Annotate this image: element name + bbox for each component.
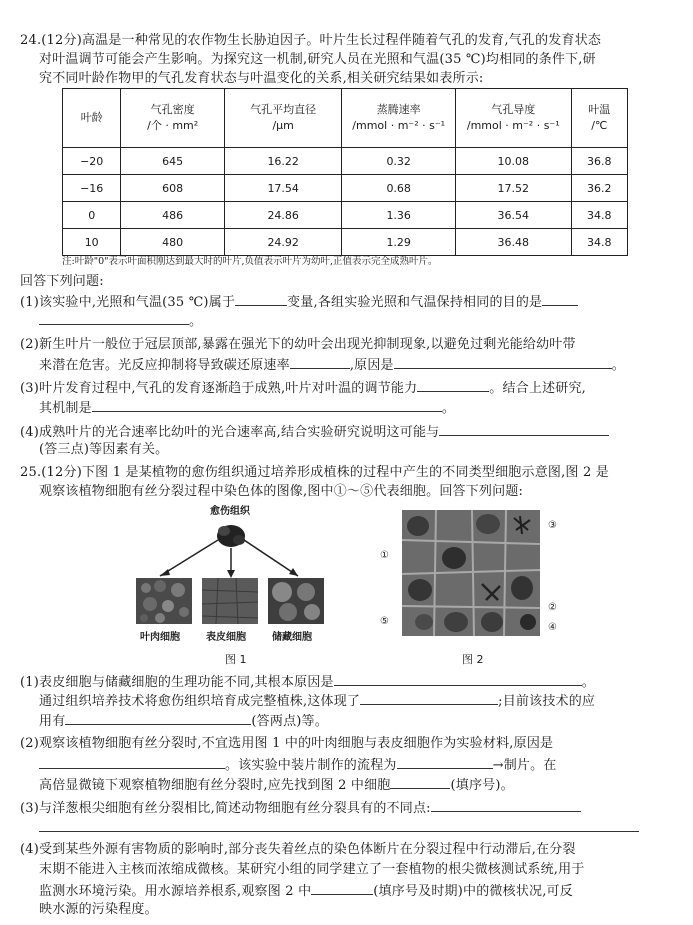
q24-sub-3: (3)叶片发育过程中,气孔的发育逐渐趋于成熟,叶片对叶温的调节能力 。结合上述研究, [20, 378, 586, 398]
table-cell: 34.8 [571, 229, 627, 256]
table-cell: 36.2 [571, 175, 627, 202]
header-stomatal-density: 气孔密度 /个 · mm² [121, 89, 225, 148]
q25-stem-line-1: 25.(12分)下图 1 是某植物的愈伤组织通过培养形成植株的过程中产生的不同类型细胞示意图,图 2 是 [20, 465, 609, 480]
q24-stem-line-1: 24.(12分)高温是一种常见的农作物生长胁迫因子。叶片生长过程伴随着气孔的发育,气孔的发育状态 [20, 33, 602, 48]
answer-blank[interactable] [65, 711, 251, 725]
table-cell: −16 [63, 175, 121, 202]
epidermis-cell-image [202, 578, 258, 624]
q24-sub-2-cont: 来潜在危害。光反应抑制将导致碳还原速率 ,原因是 。 [39, 355, 625, 375]
q25-sub-4-cont-2: 监测水环境污染。用水源培养根系,观察图 2 中 (填序号及时期)中的微核状况,可反 [39, 881, 573, 901]
table-cell: 36.48 [455, 229, 571, 256]
q25-sub-2-cont: 。该实验中装片制作的流程为 →制片。在 [39, 755, 557, 775]
mesophyll-cell-image [136, 578, 192, 624]
answer-blank[interactable] [235, 292, 287, 306]
cell-marker-3: ③ [548, 520, 557, 531]
table-cell: 24.86 [224, 202, 341, 229]
table-note: 注:叶龄"0"表示叶面积刚达到最大时的叶片,负值表示叶片为幼叶,正值表示完全成熟叶片。 [62, 256, 438, 267]
table-row [63, 175, 628, 202]
q25-stem-line-2: 观察该植物细胞有丝分裂过程中染色体的图像,图中①～⑤代表细胞。回答下列问题: [39, 484, 524, 499]
header-stomatal-conductance: 气孔导度 /mmol · m⁻² · s⁻¹ [455, 89, 571, 148]
figure-2-caption: 图 2 [462, 653, 484, 666]
q24-sub-4-cont: (答三点)等因素有关。 [39, 442, 169, 457]
answer-blank[interactable] [417, 378, 489, 392]
table-cell: 36.54 [455, 202, 571, 229]
table-cell: 608 [121, 175, 225, 202]
q25-sub-4: (4)受到某些外源有害物质的影响时,部分丧失着丝点的染色体断片在分裂过程中行动滞后,在分裂 [20, 842, 576, 857]
table-row [63, 202, 628, 229]
table-cell: 0 [63, 202, 121, 229]
q24-answer-prompt: 回答下列问题: [20, 274, 104, 289]
answer-blank[interactable] [290, 355, 350, 369]
table-cell: 34.8 [571, 202, 627, 229]
table-cell: 24.92 [224, 229, 341, 256]
header-stomatal-diameter: 气孔平均直径 /μm [224, 89, 341, 148]
q25-sub-4-cont: 末期不能进入主核而浓缩成微核。某研究小组的同学建立了一套植物的根尖微核测试系统,用于 [39, 862, 585, 877]
answer-blank[interactable] [39, 818, 639, 832]
table-cell: 36.8 [571, 148, 627, 175]
answer-blank[interactable] [39, 755, 225, 769]
q25-sub-2: (2)观察该植物细胞有丝分裂时,不宜选用图 1 中的叶肉细胞与表皮细胞作为实验材料,原因是 [20, 736, 554, 751]
figure-1 [128, 500, 328, 660]
arrow-to-mesophyll [160, 540, 218, 576]
q24-sub-3-cont: 其机制是 。 [39, 398, 455, 418]
table-cell: 10.08 [455, 148, 571, 175]
q24-sub-4: (4)成熟叶片的光合速率比幼叶的光合速率高,结合实验研究说明这可能与 [20, 422, 609, 442]
q24-sub-2: (2)新生叶片一般位于冠层顶部,暴露在强光下的幼叶会出现光抑制现象,以避免过剩光能给幼叶带 [20, 337, 576, 352]
q25-sub-2-cont-2: 高倍显微镜下观察植物细胞有丝分裂时,应先找到图 2 中细胞 (填序号)。 [39, 775, 514, 795]
answer-blank[interactable] [39, 311, 189, 325]
answer-blank[interactable] [431, 798, 581, 812]
table-row [63, 148, 628, 175]
answer-blank[interactable] [360, 691, 498, 705]
answer-blank[interactable] [92, 398, 442, 412]
table-cell: 1.29 [342, 229, 456, 256]
q24-sub-1-cont: 。 [39, 311, 202, 331]
figure-1-caption: 图 1 [225, 653, 247, 666]
table-cell: 16.22 [224, 148, 341, 175]
table-cell: 17.52 [455, 175, 571, 202]
table-cell: 0.68 [342, 175, 456, 202]
header-leaf-age: 叶龄 [63, 89, 121, 148]
cell-marker-5: ⑤ [380, 616, 389, 627]
header-leaf-temperature: 叶温 /℃ [571, 89, 627, 148]
callus-label: 愈伤组织 [210, 506, 250, 517]
answer-blank[interactable] [334, 672, 582, 686]
storage-cell-label: 储藏细胞 [272, 632, 312, 643]
table-cell: 486 [121, 202, 225, 229]
q25-sub-1-cont: 通过组织培养技术将愈伤组织培育成完整植株,这体现了 ;目前该技术的应 [39, 691, 595, 711]
mitosis-micrograph [402, 510, 540, 636]
q24-sub-1: (1)该实验中,光照和气温(35 ℃)属于 变量,各组实验光照和气温保持相同的目的是 [20, 292, 578, 312]
q25-sub-3: (3)与洋葱根尖细胞有丝分裂相比,简述动物细胞有丝分裂具有的不同点: [20, 798, 581, 818]
figure-2 [376, 506, 568, 668]
cell-marker-2: ② [548, 602, 557, 613]
answer-blank[interactable] [311, 881, 373, 895]
callus-tissue-image [217, 525, 245, 547]
answer-blank[interactable] [439, 422, 609, 436]
q25-sub-1-cont-2: 用有 (答两点)等。 [39, 711, 328, 731]
epidermis-cell-label: 表皮细胞 [206, 632, 246, 643]
table-cell: 1.36 [342, 202, 456, 229]
table-header-row [63, 89, 628, 148]
table-cell: 645 [121, 148, 225, 175]
q25-sub-3-cont [39, 818, 639, 838]
table-row [63, 229, 628, 256]
table-cell: −20 [63, 148, 121, 175]
q25-sub-4-cont-3: 映水源的污染程度。 [39, 902, 158, 917]
table-cell: 0.32 [342, 148, 456, 175]
answer-blank[interactable] [390, 775, 450, 789]
cell-marker-4: ④ [548, 622, 557, 633]
q24-stem-line-2: 对叶温调节可能会产生影响。为探究这一机制,研究人员在光照和气温(35 ℃)均相同的条件下,研 [39, 52, 596, 67]
mesophyll-cell-label: 叶肉细胞 [140, 632, 180, 643]
q25-sub-1: (1)表皮细胞与储藏细胞的生理功能不同,其根本原因是 。 [20, 672, 595, 692]
header-transpiration-rate: 蒸腾速率 /mmol · m⁻² · s⁻¹ [342, 89, 456, 148]
q24-data-table [62, 88, 628, 256]
storage-cell-image [268, 578, 324, 624]
cell-marker-1: ① [380, 550, 389, 561]
table-cell: 480 [121, 229, 225, 256]
answer-blank[interactable] [542, 292, 578, 306]
q24-stem-line-3: 究不同叶龄作物甲的气孔发育状态与叶温变化的关系,相关研究结果如表所示: [39, 71, 484, 86]
table-cell: 17.54 [224, 175, 341, 202]
answer-blank[interactable] [394, 355, 612, 369]
answer-blank[interactable] [397, 755, 493, 769]
table-cell: 10 [63, 229, 121, 256]
arrow-to-storage [244, 540, 298, 576]
